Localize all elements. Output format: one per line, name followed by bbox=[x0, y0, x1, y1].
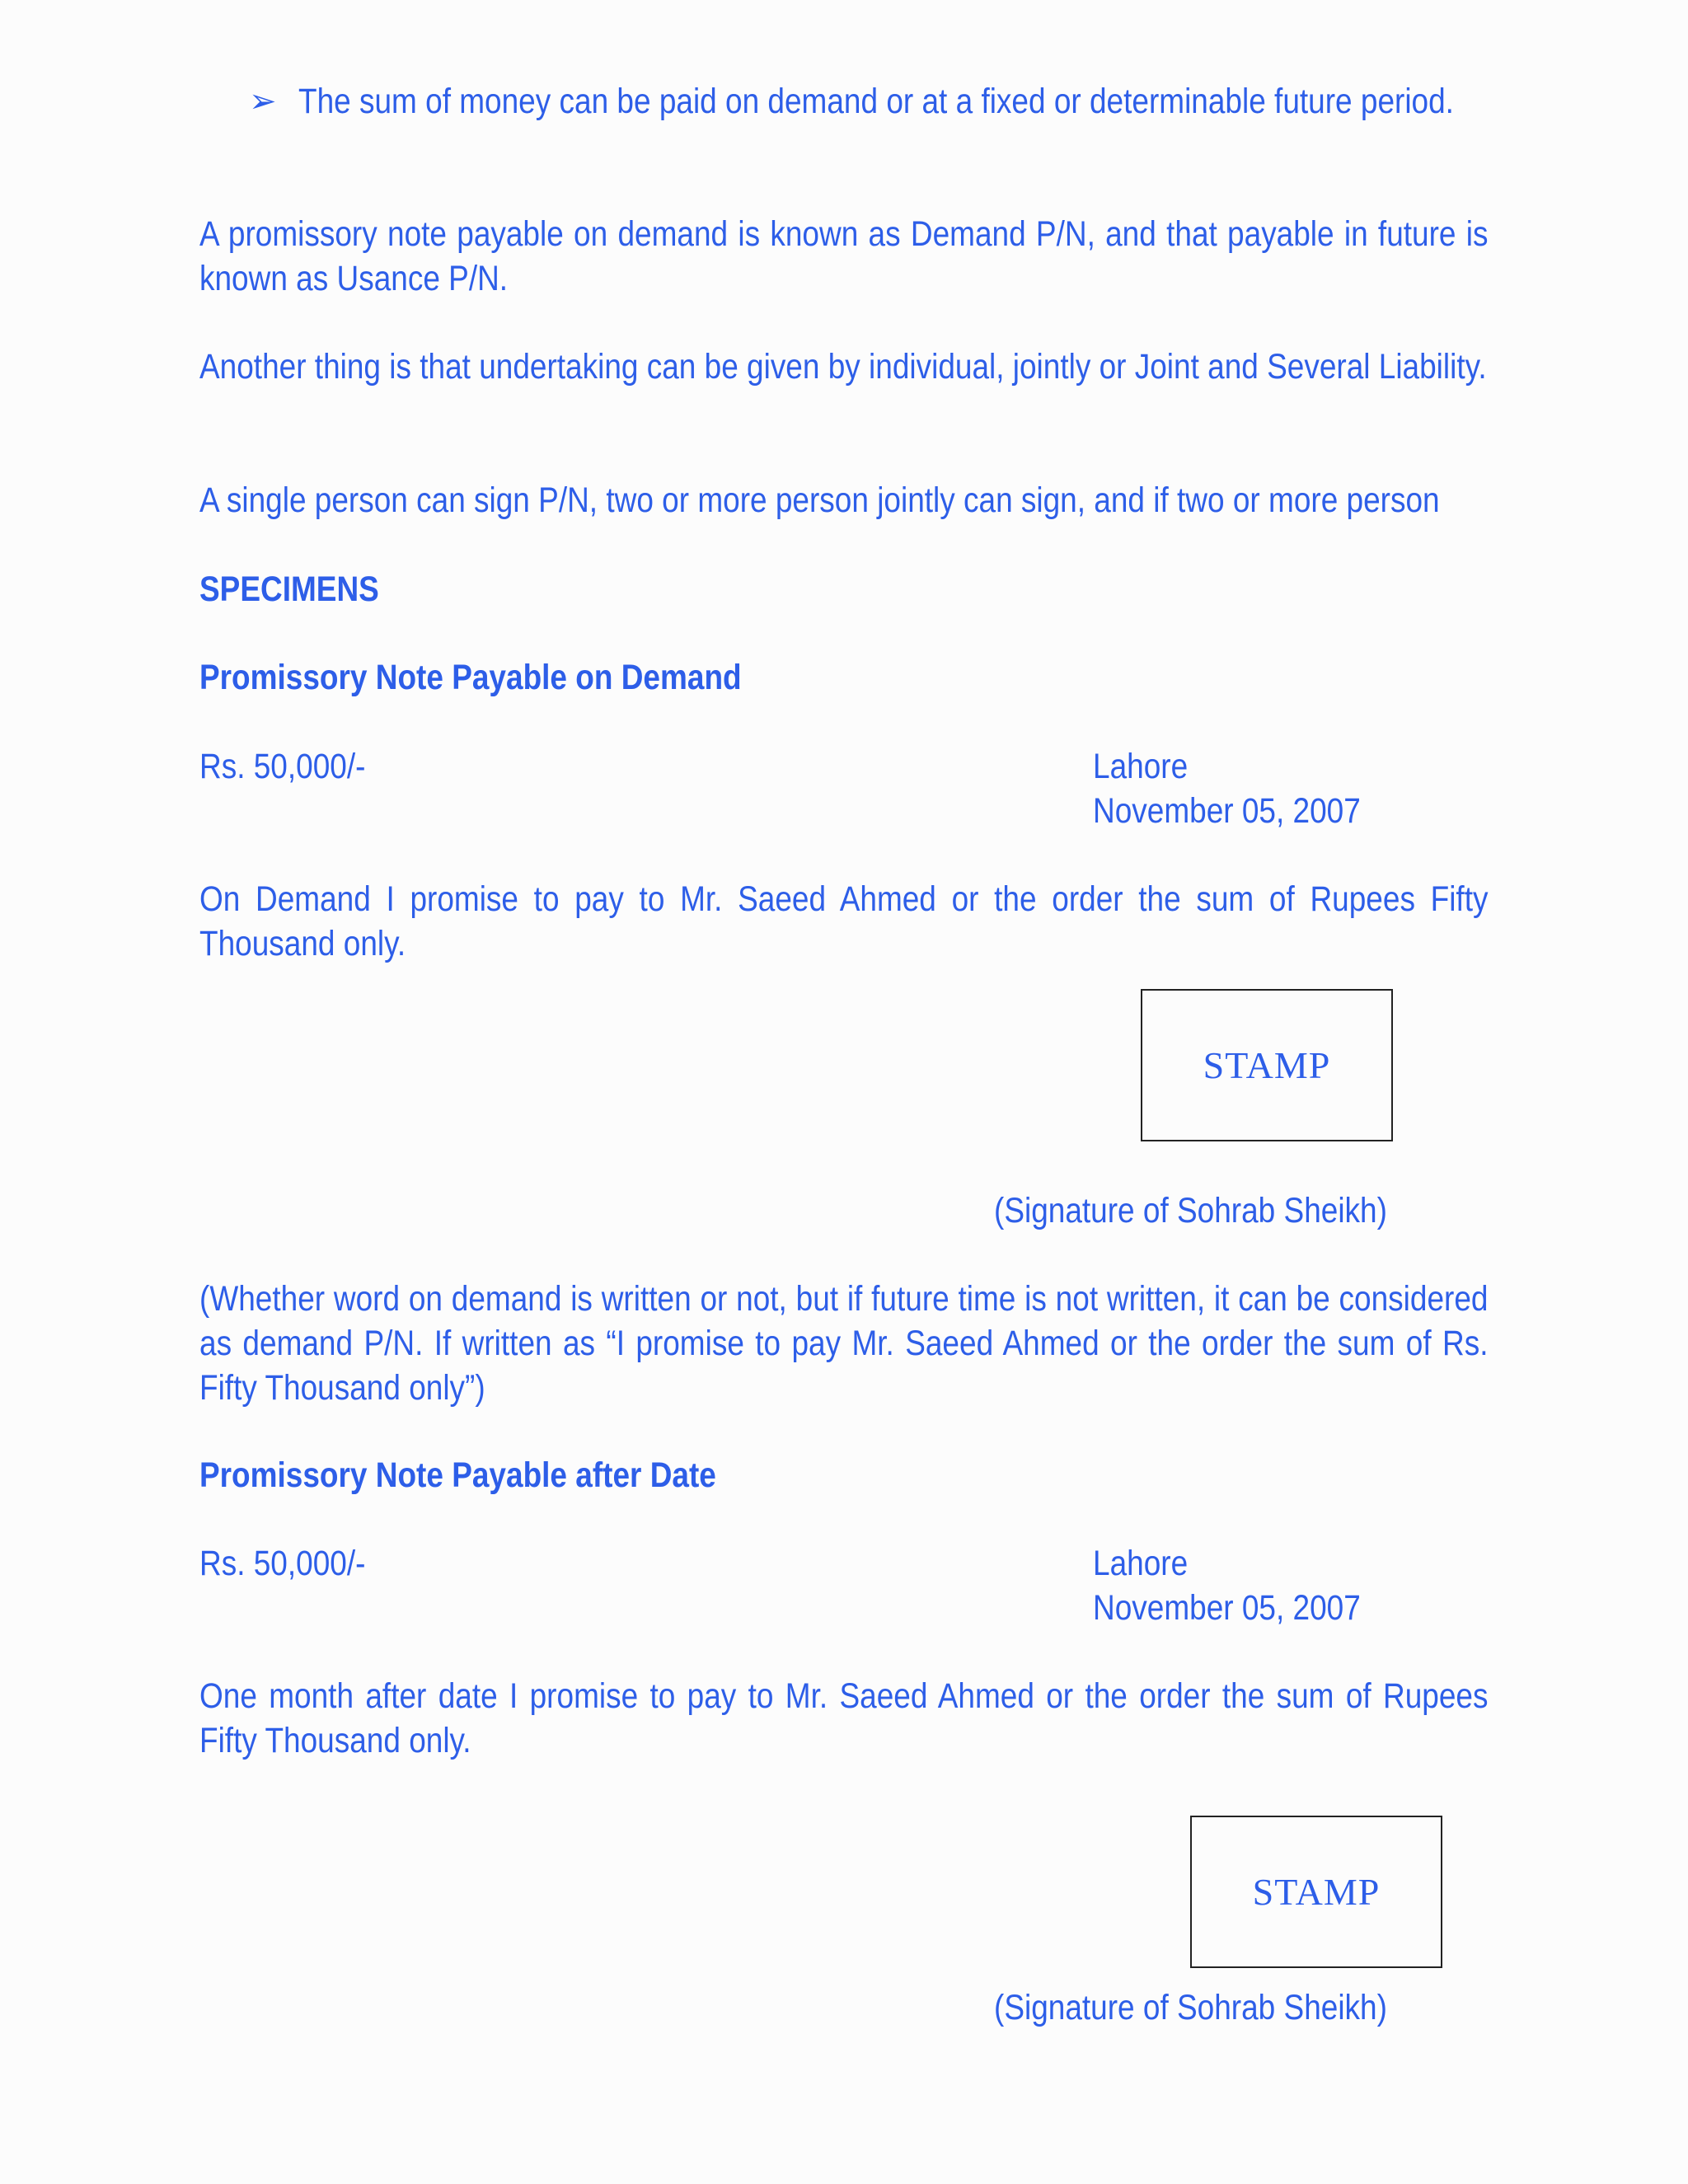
arrow-bullet-icon: ➢ bbox=[249, 83, 277, 120]
specimen-after-date-body: One month after date I promise to pay to Mr. Saeed Ahmed or the order the sum of Rupees Fifty Thousand only. bbox=[199, 1676, 1489, 1760]
specimen-demand-signature: (Signature of Sohrab Sheikh) bbox=[994, 1191, 1387, 1230]
specimens-heading: SPECIMENS bbox=[199, 569, 379, 609]
specimen-demand-date: November 05, 2007 bbox=[1093, 791, 1361, 831]
paragraph-signing: A single person can sign P/N, two or more person jointly can sign, and if two or more person bbox=[199, 480, 1440, 520]
specimen-after-date-amount: Rs. 50,000/- bbox=[199, 1544, 366, 1583]
specimen-after-date-title: Promissory Note Payable after Date bbox=[199, 1455, 716, 1495]
paragraph-undertaking: Another thing is that undertaking can be given by individual, jointly or Joint and Several Liability. bbox=[199, 347, 1487, 387]
specimen-demand-body: On Demand I promise to pay to Mr. Saeed Ahmed or the order the sum of Rupees Fifty Thousand only. bbox=[199, 879, 1489, 963]
specimen-demand-amount: Rs. 50,000/- bbox=[199, 747, 366, 786]
specimen-after-date-date: November 05, 2007 bbox=[1093, 1588, 1361, 1628]
bullet-text: The sum of money can be paid on demand or at a fixed or determinable future period. bbox=[298, 82, 1454, 121]
specimen-demand-note: (Whether word on demand is written or not, but if future time is not written, it can be considered as demand P/N. If written as “I promise to pay Mr. Saeed Ahmed or the order the sum of Rs. Fifty Thousand only”) bbox=[199, 1279, 1489, 1408]
stamp-box: STAMP bbox=[1141, 989, 1393, 1141]
specimen-after-date-place: Lahore bbox=[1093, 1544, 1189, 1583]
stamp-box: STAMP bbox=[1190, 1816, 1442, 1968]
paragraph-demand-usance: A promissory note payable on demand is known as Demand P/N, and that payable in future is known as Usance P/N. bbox=[199, 214, 1489, 298]
specimen-after-date-signature: (Signature of Sohrab Sheikh) bbox=[994, 1988, 1387, 2027]
specimen-demand-place: Lahore bbox=[1093, 747, 1189, 786]
specimen-demand-title: Promissory Note Payable on Demand bbox=[199, 658, 742, 697]
